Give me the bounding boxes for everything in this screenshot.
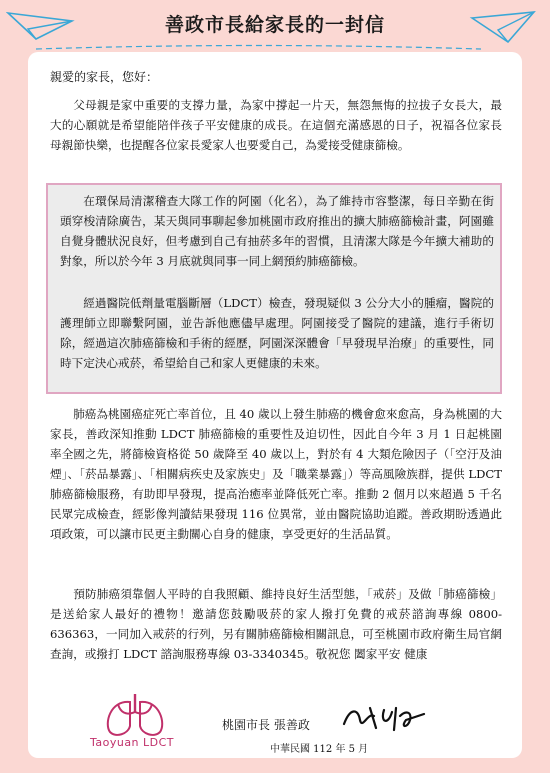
paper-plane-icon: [6, 9, 76, 43]
story-box: [46, 183, 502, 394]
paragraph-prevention: 預防肺癌須靠個人平時的自我照顧、維持良好生活型態，「戒菸」及做「肺癌篩檢」是送給家人最好的禮物！邀請您鼓勵吸菸的家人撥打免費的戒菸諮詢專線 0800-636363，一同加入戒菸的行列，另有關肺癌篩檢相關訊息，可至桃園市政府衛生局官網查詢，或撥打 LDCT 諮詢服務專線 03-3340345。敬祝您 闔家平安 健康: [50, 587, 502, 661]
paragraph-intro: 父母親是家中重要的支撐力量，為家中撐起一片天，無怨無悔的拉拔子女長大，最大的心願就是希望能陪伴孩子平安健康的成長。在這個充滿感恩的日子，祝福各位家長母親節快樂，也提醒各位家長愛家人也要愛自己，為愛接受健康篩檢。: [50, 98, 502, 152]
handwritten-signature: [340, 702, 430, 740]
story-paragraph-2: 經過醫院低劑量電腦斷層（LDCT）檢查，發現疑似 3 公分大小的腫瘤，醫院的護理師立即聯繫阿園，並告訴他應儘早處理。阿園接受了醫院的建議，進行手術切除，經過這次肺癌篩檢和手術的經歷，阿園深深體會「早發現早治療」的重要性，同時下定決心戒菸，希望給自己和家人更健康的未來。: [60, 296, 494, 370]
paragraph-policy: 肺癌為桃園癌症死亡率首位，且 40 歲以上發生肺癌的機會愈來愈高，身為桃園的大家長，善政深知推動 LDCT 肺癌篩檢的重要性及迫切性，因此自今年 3 月 1 日起桃園率全國之先，將篩檢資格從 50 歲降至 40 歲以上，對於有 4 大類危險因子（「空汙及油煙」、「菸品暴露」、「相關病疾史及家族史」及「職業暴露」）等高風險族群，提供 LDCT 肺癌篩檢服務，有助即早發現，提高治癒率並降低死亡率。推動 2 個月以來超過 5 千名民眾完成檢查，經影像判讀結果發現 116 位異常，並由醫院協助追蹤。善政期盼透過此項政策，可以讓市民更主動關心自身的健康，享受更好的生活品質。: [50, 407, 502, 541]
letter-title: 善政市長給家長的一封信: [164, 14, 385, 36]
signer-name: 桃園市長 張善政: [222, 718, 310, 732]
logo-text: Taoyuan LDCT: [89, 736, 175, 749]
letter-date: 中華民國 112 年 5 月: [270, 744, 369, 755]
story-paragraph-1: 在環保局清潔稽查大隊工作的阿園（化名），為了維持市容整潔，每日辛勤在街頭穿梭清除廣告，某天與同事聊起參加桃園市政府推出的擴大肺癌篩檢計畫，阿園雖自覺身體狀況良好，但考慮到自己有抽菸多年的習慣，且清潔大隊是今年擴大補助的對象，所以於今年 3 月底就與同事一同上網預約肺癌篩檢。: [60, 194, 494, 268]
greeting: 親愛的家長，您好：: [50, 70, 159, 84]
